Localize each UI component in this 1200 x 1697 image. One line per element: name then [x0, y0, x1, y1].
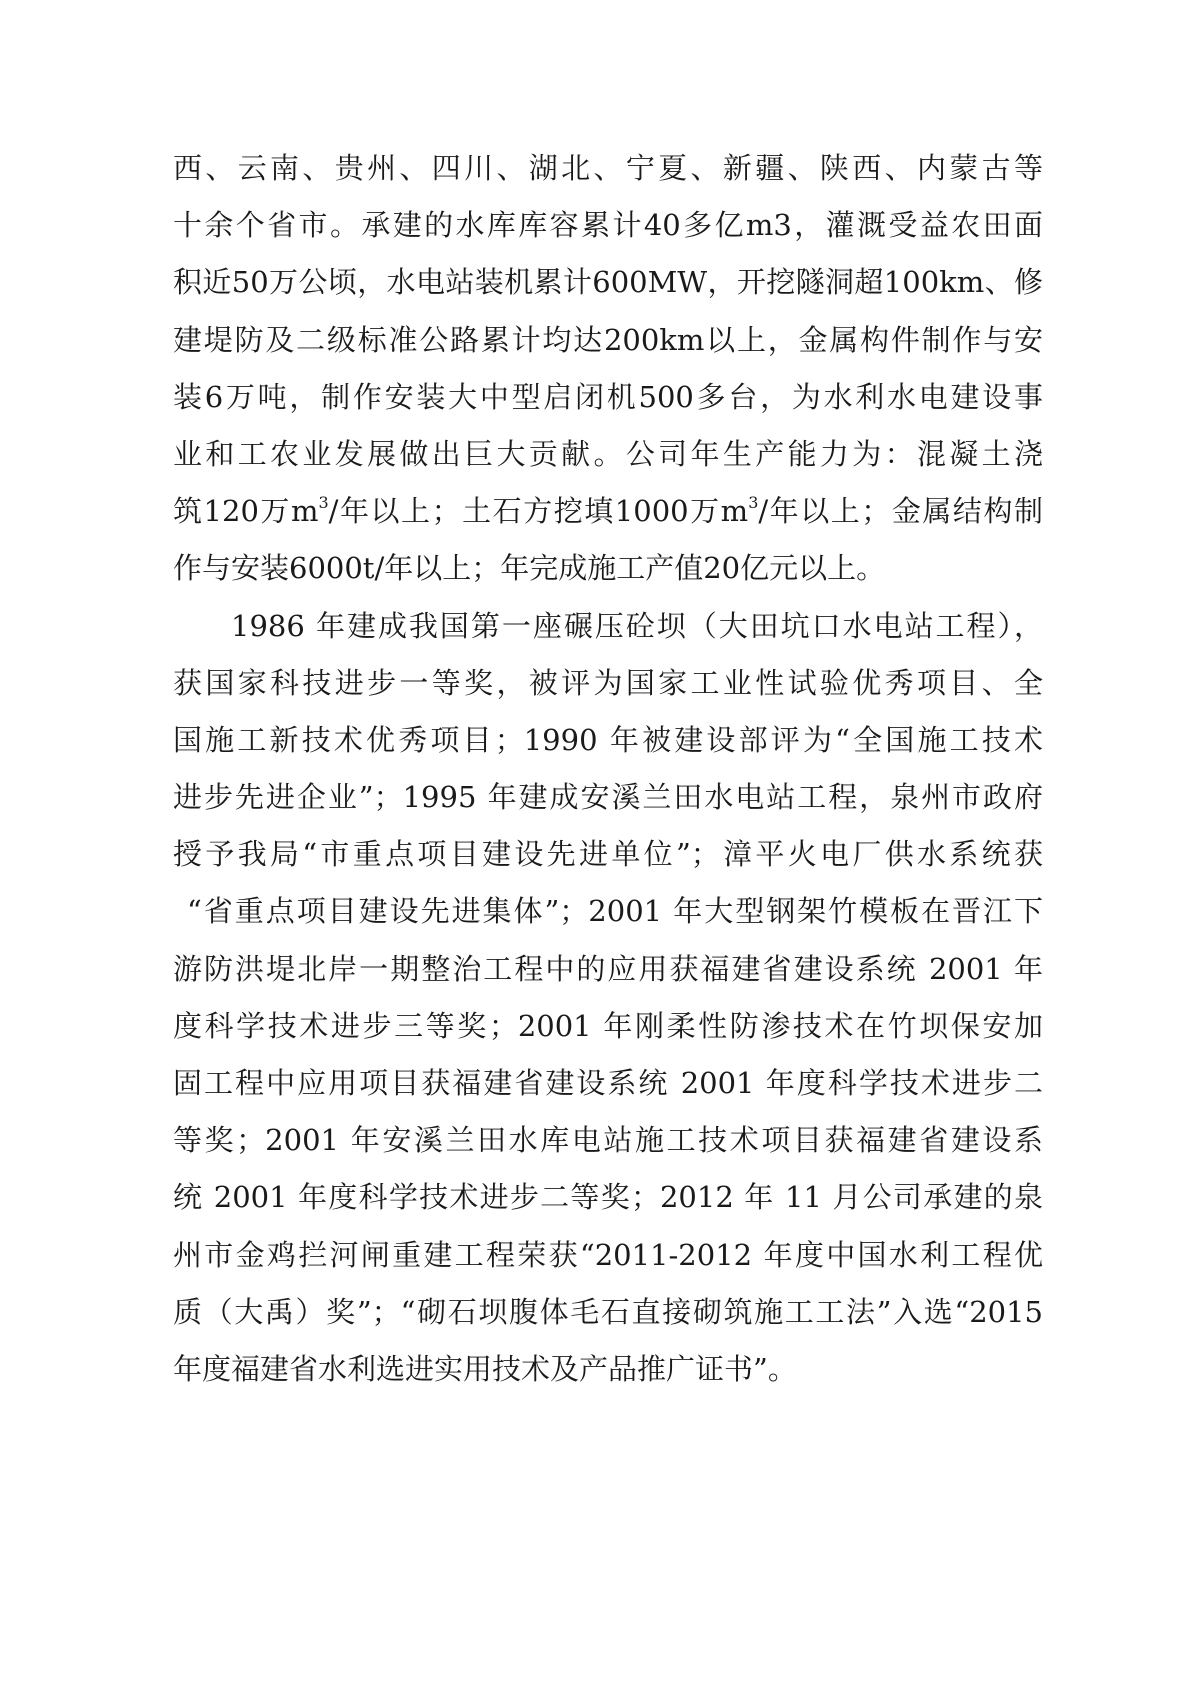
text-line: 度科学技术进步三等奖；2001 年刚柔性防渗技术在竹坝保安加	[173, 1008, 1043, 1043]
paragraph-company-scope	[173, 140, 1043, 598]
text-line: 质（大禹）奖”；“砌石坝腹体毛石直接砌筑施工工法”入选“2015	[173, 1294, 1043, 1329]
superscript-3: 3	[318, 493, 329, 513]
paragraph-awards	[173, 598, 1043, 1399]
text-line: 年度福建省水利选进实用技术及产品推广证书”。	[173, 1351, 797, 1386]
text-line: 游防洪堤北岸一期整治工程中的应用获福建省建设系统 2001 年	[173, 951, 1043, 986]
text-line-capacity	[173, 483, 1043, 540]
capacity-text-c: /年以上；金属结构制	[758, 494, 1043, 529]
text-line: 进步先进企业”；1995 年建成安溪兰田水电站工程，泉州市政府	[173, 780, 1043, 815]
text-line: 装6万吨，制作安装大中型启闭机500多台，为水利水电建设事	[173, 379, 1043, 414]
text-line: 授予我局“市重点项目建设先进单位”；漳平火电厂供水系统获	[173, 837, 1043, 872]
capacity-text-a: 筑120万m	[173, 494, 319, 529]
text-line: 获国家科技进步一等奖，被评为国家工业性试验优秀项目、全	[173, 665, 1043, 700]
text-line: 业和工农业发展做出巨大贡献。公司年生产能力为：混凝土浇	[173, 436, 1043, 471]
capacity-text-b: /年以上；土石方挖填1000万m	[328, 494, 749, 529]
text-line: 等奖；2001 年安溪兰田水库电站施工技术项目获福建省建设系	[173, 1123, 1043, 1158]
body-text	[173, 140, 1043, 1398]
text-line: “省重点项目建设先进集体”；2001 年大型钢架竹模板在晋江下	[187, 894, 1043, 929]
text-line: 西、云南、贵州、四川、湖北、宁夏、新疆、陕西、内蒙古等	[173, 151, 1043, 185]
text-line: 国施工新技术优秀项目；1990 年被建设部评为“全国施工技术	[173, 722, 1043, 757]
superscript-3: 3	[748, 493, 759, 513]
text-line: 作与安装6000t/年以上；年完成施工产值20亿元以上。	[173, 551, 886, 586]
text-line: 十余个省市。承建的水库库容累计40多亿m3，灌溉受益农田面	[173, 208, 1043, 243]
text-line: 积近50万公顷，水电站装机累计600MW，开挖隧洞超100km、修	[173, 265, 1043, 300]
text-line: 建堤防及二级标准公路累计均达200km以上，金属构件制作与安	[173, 322, 1043, 357]
text-line: 州市金鸡拦河闸重建工程荣获“2011-2012 年度中国水利工程优	[173, 1237, 1043, 1272]
text-line: 固工程中应用项目获福建省建设系统 2001 年度科学技术进步二	[173, 1066, 1043, 1100]
text-line: 统 2001 年度科学技术进步二等奖；2012 年 11 月公司承建的泉	[173, 1180, 1043, 1215]
text-line: 1986 年建成我国第一座碾压砼坝（大田坑口水电站工程），	[231, 608, 1043, 643]
